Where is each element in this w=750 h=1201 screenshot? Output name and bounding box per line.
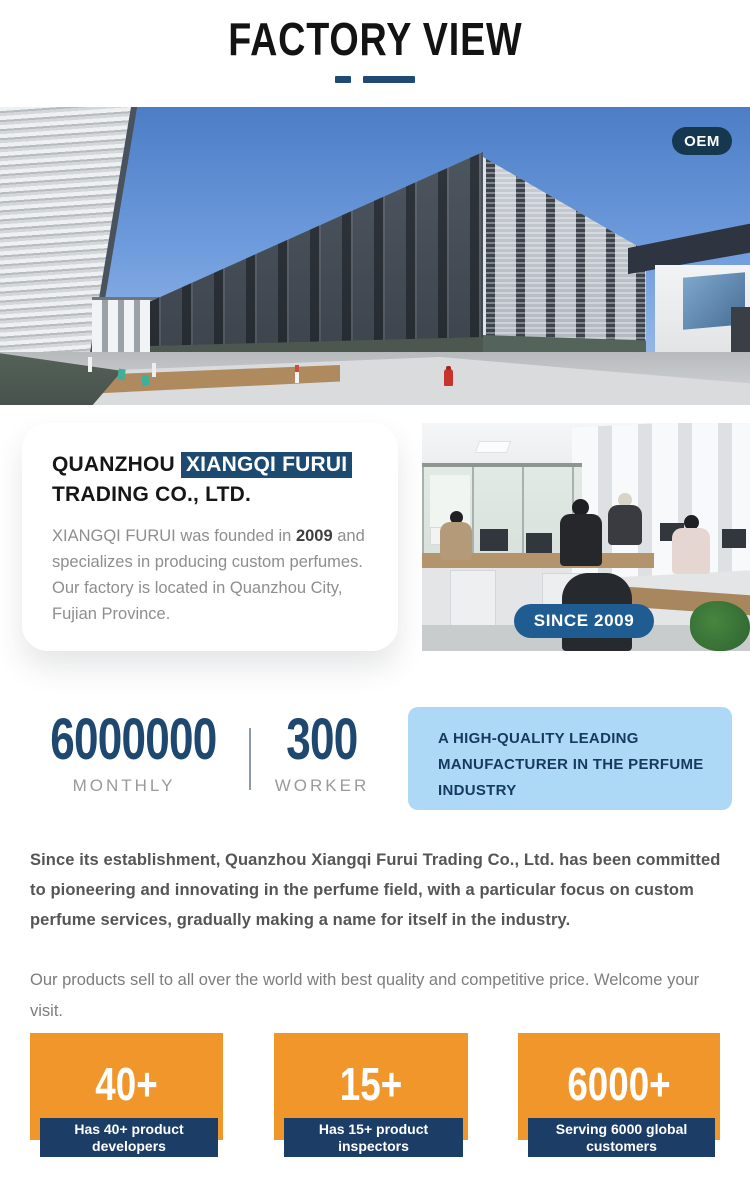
card-value: 15+ xyxy=(339,1058,403,1110)
office-plant xyxy=(690,601,750,651)
stats-divider xyxy=(249,728,251,790)
page-header xyxy=(0,0,750,107)
fire-hydrant xyxy=(444,369,453,386)
page-title: FACTORY VIEW xyxy=(227,13,523,65)
company-desc-text: and specializes in producing custom perfumes. Our factory is located in Quanzhou City, Fujian Province. xyxy=(52,527,365,623)
white-post xyxy=(88,357,92,372)
factory-front-face xyxy=(483,157,646,357)
founded-year: 2009 xyxy=(295,527,333,545)
feature-card-inspectors xyxy=(274,1033,468,1157)
feature-card-customers xyxy=(518,1033,720,1157)
since-badge: SINCE 2009 xyxy=(514,604,654,638)
company-desc-text: XIANGQI FURUI was founded in xyxy=(52,527,296,545)
office-drawer-unit xyxy=(450,570,496,632)
oem-badge: OEM xyxy=(672,127,732,155)
products-paragraph: Our products sell to all over the world with best quality and competitive price. Welcome your visit. xyxy=(30,971,700,1020)
stat-monthly-value: 6000000 xyxy=(50,707,217,772)
green-marker xyxy=(141,375,149,387)
company-name-regular: QUANZHOU xyxy=(52,453,181,476)
company-name-line2: TRADING CO., LTD. xyxy=(52,483,251,506)
card-value: 40+ xyxy=(95,1058,158,1110)
card-value: 6000+ xyxy=(567,1058,671,1110)
feature-card-developers xyxy=(30,1033,223,1157)
computer-monitor xyxy=(722,529,746,548)
company-description xyxy=(52,523,368,627)
white-post xyxy=(152,363,156,377)
factory-shaded-face xyxy=(150,152,483,357)
office-worker xyxy=(560,514,602,566)
establishment-paragraph: Since its establishment, Quanzhou Xiangqi Furui Trading Co., Ltd. has been committed to pioneering and innovating in the perfume field, with a particular focus on custom perfume services, gradually making a name for itself in the industry. xyxy=(30,851,721,929)
title-underline xyxy=(0,71,750,89)
company-name-highlight: XIANGQI FURUI xyxy=(181,452,352,478)
card-label: Serving 6000 global customers xyxy=(528,1118,715,1157)
company-name xyxy=(52,450,368,510)
office-worker xyxy=(608,505,642,545)
company-card xyxy=(22,423,398,651)
highlight-box xyxy=(408,707,732,810)
highlight-text: A HIGH-QUALITY LEADING MANUFACTURER IN THE PERFUME INDUSTRY xyxy=(438,730,704,799)
office-worker xyxy=(672,528,710,574)
card-label: Has 15+ product inspectors xyxy=(284,1118,463,1157)
factory-photo xyxy=(0,107,750,405)
computer-monitor xyxy=(526,533,552,553)
stat-monthly-label: MONTHLY xyxy=(72,776,176,795)
underline-dash-short xyxy=(335,76,351,83)
card-label: Has 40+ product developers xyxy=(40,1118,218,1157)
stat-worker-label: WORKER xyxy=(274,776,370,795)
ceiling-light xyxy=(475,441,511,453)
red-white-pole xyxy=(295,365,299,383)
office-worker xyxy=(440,522,472,560)
stat-worker xyxy=(268,707,376,796)
underline-dash-long xyxy=(363,76,415,83)
computer-monitor xyxy=(480,529,508,551)
stat-monthly xyxy=(24,707,224,796)
stat-worker-value: 300 xyxy=(286,707,358,772)
office-photo xyxy=(422,423,750,651)
